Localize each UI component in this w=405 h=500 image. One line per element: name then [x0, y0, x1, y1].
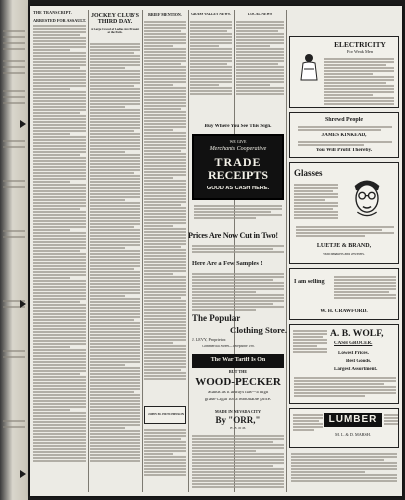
- col1-heading: ARRESTED FOR ASSAULT.: [33, 19, 86, 23]
- wolf-line-1: Lowest Prices.: [338, 351, 369, 356]
- col5-heading: LOCAL NEWS: [247, 13, 273, 16]
- glasses-trade: Watchmakers and Jewelers.: [323, 253, 365, 256]
- column-4: [190, 10, 232, 17]
- clothing-intro: [192, 244, 284, 254]
- wolf-name: A. B. WOLF,: [330, 329, 384, 339]
- woodpecker-banner: [192, 354, 284, 368]
- col1-body: [33, 24, 86, 463]
- glasses-body: [294, 183, 338, 220]
- glasses-firm: LUETJE & BRAND,: [316, 243, 372, 249]
- col3-lower-body: [144, 428, 186, 477]
- adjacent-page-strip: [0, 0, 28, 500]
- wolf-body: [294, 376, 396, 398]
- col5-body: [236, 20, 284, 96]
- woodpecker-line-5: grade Cigar for a reasonable price.: [204, 398, 272, 402]
- column-2: [90, 10, 140, 34]
- shrewd-body-1: [298, 125, 392, 132]
- clothing-subhead: Here Are a Few Samples !: [192, 261, 263, 267]
- newspaper-page: [30, 6, 402, 496]
- merchants-line-1: WE GIVE: [229, 140, 247, 144]
- clothing-prices: [192, 272, 284, 312]
- merchants-fineprint: [194, 204, 282, 220]
- electricity-title: ELECTRICITY: [334, 41, 386, 49]
- col2-body: [90, 42, 140, 463]
- cigar-line-3: W. S. of M.: [229, 427, 247, 430]
- hutchinson-name: JOHN M. HUTCHINSON: [147, 413, 185, 416]
- merchants-line-5: GOOD AS CASH HERE.: [206, 186, 270, 191]
- woman-figure-icon: [298, 53, 320, 81]
- shrewd-slogan: You Will Profit Thereby.: [315, 148, 373, 153]
- lumber-owner: M. L. & D. MARSH.: [335, 433, 371, 437]
- cigar-line-1: MADE IN NEVADA CITY: [214, 410, 262, 414]
- column-1: [33, 10, 86, 23]
- glasses-title: Glasses: [294, 169, 323, 178]
- woodpecker-line-4: Stands as it always has—a high: [207, 391, 269, 395]
- woodpecker-line-2: BUT THE: [228, 370, 248, 374]
- selling-line-1: I am selling: [294, 279, 325, 285]
- col6-bottom-body: [291, 452, 397, 483]
- wolf-grocer: CASH GROCER.: [334, 341, 373, 346]
- col3-body: [144, 20, 186, 381]
- masthead: THE TRANSCRIPT.: [33, 10, 73, 15]
- lumber-side-text: [293, 413, 323, 432]
- lumber-title: LUMBER: [328, 415, 378, 425]
- sign-banner: Buy Where You See This Sign.: [204, 124, 272, 129]
- selling-items: [334, 275, 396, 300]
- clothing-address: Commercial Street—Telephone 198.: [202, 345, 255, 348]
- merchants-line-2: Merchants Cooperative: [209, 146, 267, 152]
- woodpecker-line-3: WOOD-PECKER: [195, 377, 281, 388]
- electricity-ad: [289, 36, 399, 108]
- selling-ad: [289, 268, 399, 320]
- col4-body: [190, 20, 232, 96]
- wolf-grocer-ad: [289, 324, 399, 404]
- cigar-fineprint: [192, 434, 284, 489]
- spectacles-face-icon: [350, 175, 384, 219]
- column-5: [236, 10, 284, 17]
- col3-heading: BRIEF MENTION.: [148, 13, 182, 17]
- wolf-side-text: [293, 329, 327, 354]
- selling-name: W. H. CRAWFORD.: [320, 309, 368, 314]
- wolf-line-3: Largest Assortment.: [334, 367, 378, 372]
- cigar-line-2: By "ORR,": [215, 416, 261, 425]
- glasses-ad: [289, 162, 399, 264]
- col2-heading-1: JOCKEY CLUB'S: [91, 13, 139, 19]
- hutchinson-ad: [144, 406, 186, 424]
- col4-heading: GRASS VALLEY NEWS.: [191, 13, 231, 16]
- clothing-proprietor: J. LEVY, Proprietor.: [192, 338, 227, 342]
- woodpecker-line-1: The War Tariff Is On: [210, 357, 266, 363]
- shrewd-people-ad: [289, 112, 399, 158]
- lumber-ad: [289, 408, 399, 448]
- wolf-line-2: Best Goods.: [346, 359, 372, 364]
- col2-subheading: A Large Crowd of Ladies Are Present at the Park.: [90, 27, 140, 34]
- lumber-right-text: [384, 413, 398, 426]
- column-3: [144, 10, 186, 416]
- shrewd-name: JAMES KINKEAD,: [321, 133, 367, 138]
- col2-heading-2: THIRD DAY.: [97, 19, 133, 26]
- lumber-title-bar: [324, 413, 382, 427]
- clothing-store-2: Clothing Store.: [230, 326, 288, 335]
- electricity-body: [324, 57, 394, 106]
- shrewd-title: Shrewd People: [324, 117, 364, 123]
- clothing-headline: Prices Are Now Cut in Two!: [188, 232, 278, 240]
- clothing-store-1: The Popular: [192, 314, 241, 323]
- merchants-receipts-ad: [192, 134, 284, 200]
- electricity-subtitle: For Weak Men: [346, 50, 374, 54]
- merchants-line-3: TRADE: [214, 156, 262, 168]
- merchants-line-4: RECEIPTS: [207, 169, 269, 181]
- glasses-body-2: [296, 225, 394, 238]
- shrewd-body-2: [298, 140, 392, 147]
